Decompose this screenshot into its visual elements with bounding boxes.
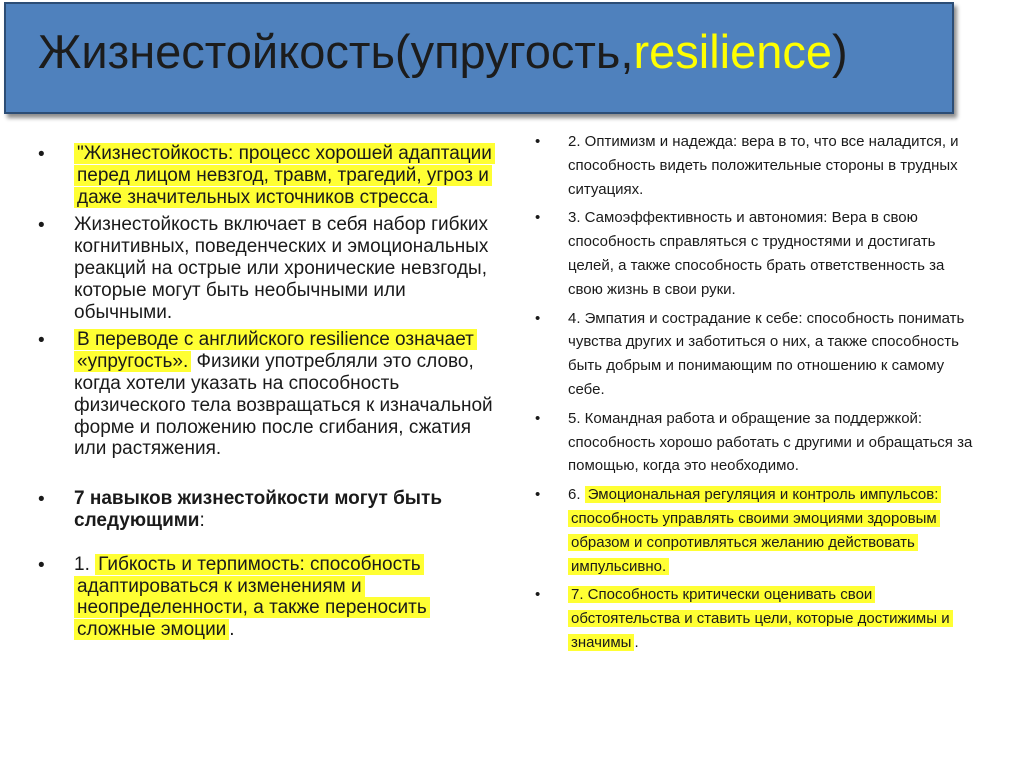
list-item — [535, 407, 975, 478]
slide-title — [38, 24, 848, 80]
item-text: Жизнестойкость включает в себя набор гибких когнитивных, поведенческих и эмоциональных реакций на острые или хронические невзгоды, которые могут быть необычными или обычными. — [74, 214, 489, 323]
highlighted-text: "Жизнестойкость: процесс хорошей адаптации перед лицом невзгод, травм, трагедий, угроз и даже значительных источников стресса. — [74, 143, 495, 208]
item-suffix: . — [229, 619, 235, 641]
highlighted-text: Эмоциональная регуляция и контроль импульсов: способность управлять своими эмоциями здоровым образом и сопротивляться желанию действовать импульсивно. — [568, 486, 941, 574]
highlighted-text: Гибкость и терпимость: способность адаптироваться к изменениям и неопределенности, а также переносить сложные эмоции — [74, 554, 430, 640]
item-text: : — [199, 509, 205, 531]
slide-title-main: Жизнестойкость(упругость, — [38, 25, 634, 78]
item-prefix: 6. — [568, 486, 585, 504]
skills-heading: 7 навыков жизнестойкости могут быть следующими — [74, 488, 443, 531]
item-text: 2. Оптимизм и надежда: вера в то, что все наладится, и способность видеть положительные стороны в трудных ситуациях. — [568, 133, 959, 198]
bullet-icon: • — [38, 489, 45, 511]
bullet-icon: • — [535, 486, 541, 504]
list-item — [38, 554, 493, 641]
list-item — [535, 483, 975, 578]
bullet-icon: • — [38, 144, 45, 165]
item-text: 4. Эмпатия и сострадание к себе: способность понимать чувства других и заботиться о них, а также способность быть добрым и понимающим по отношению к самому себе. — [568, 309, 965, 398]
highlighted-text: 7. Способность критически оценивать свои обстоятельства и ставить цели, которые достижимы и значимы — [568, 586, 953, 651]
list-item — [38, 214, 493, 323]
list-item — [38, 329, 493, 460]
list-item — [535, 307, 975, 402]
list-item — [535, 206, 975, 301]
list-item — [535, 130, 975, 201]
bullet-icon: • — [535, 309, 541, 327]
bullet-icon: • — [38, 215, 45, 237]
item-prefix: 1. — [74, 553, 96, 575]
list-item — [535, 583, 975, 654]
bullet-icon: • — [38, 554, 45, 576]
item-text: Физики употребляли это слово, когда хотели указать на способность физического тела возвращаться к изначальной форме и положению после сгибания, сжатия или растяжения. — [74, 351, 493, 460]
title-banner — [4, 2, 954, 114]
list-item — [38, 488, 493, 532]
item-text: 3. Самоэффективность и автономия: Вера в свою способность справляться с трудностями и достигать целей, а также способность брать ответственность за свою жизнь в свои руки. — [568, 209, 945, 298]
list-item — [38, 143, 493, 208]
slide-title-close: ) — [832, 25, 848, 78]
item-suffix: . — [634, 633, 639, 651]
bullet-icon: • — [38, 330, 45, 352]
item-text: 5. Командная работа и обращение за поддержкой: способность хорошо работать с другими и обращаться за помощью, когда это необходимо. — [568, 409, 973, 475]
left-column-list — [38, 143, 493, 647]
right-column-list — [535, 130, 975, 660]
highlighted-text: В переводе с английского resilience означает «упругость». — [74, 329, 477, 372]
bullet-icon: • — [535, 209, 541, 227]
slide-title-accent: resilience — [633, 25, 833, 78]
bullet-icon: • — [535, 586, 541, 604]
bullet-icon: • — [535, 133, 541, 150]
bullet-icon: • — [535, 409, 541, 427]
